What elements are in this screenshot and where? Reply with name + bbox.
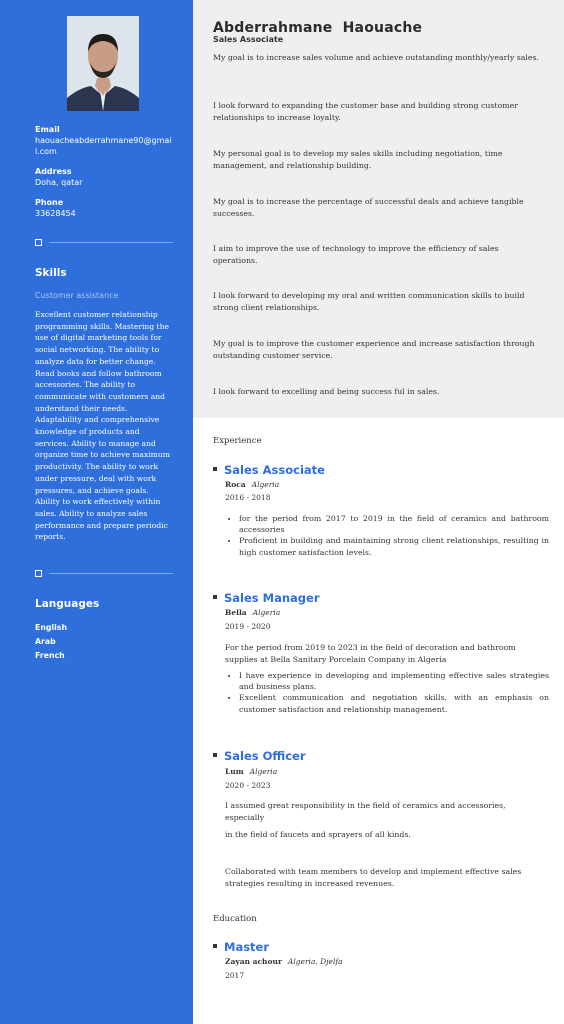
company-name: Lum bbox=[225, 767, 244, 776]
job-bullets bbox=[225, 513, 549, 558]
goal-item: I aim to improve the use of technology to improve the efficiency of sales operations. bbox=[213, 244, 499, 265]
sidebar bbox=[0, 0, 193, 1024]
language-item: English bbox=[35, 623, 67, 632]
divider-square-icon bbox=[35, 570, 42, 577]
job-paragraph: Collaborated with team members to develop and implement effective sales strategies resulting in increased revenues. bbox=[225, 867, 522, 888]
job-dates: 2016 - 2018 bbox=[225, 493, 271, 502]
skills-heading: Skills bbox=[35, 267, 67, 279]
job-title bbox=[213, 591, 320, 605]
phone-label: Phone bbox=[35, 198, 64, 207]
bullet-icon bbox=[213, 467, 217, 471]
job-company bbox=[225, 767, 277, 776]
experience-heading: Experience bbox=[213, 436, 262, 446]
address-value: Doha, qatar bbox=[35, 178, 83, 187]
bullet-icon bbox=[213, 595, 217, 599]
job-company bbox=[225, 608, 280, 617]
language-item: French bbox=[35, 651, 65, 660]
address-label: Address bbox=[35, 167, 72, 176]
goal-item: I look forward to excelling and being success ful in sales. bbox=[213, 387, 440, 396]
profile-photo bbox=[67, 16, 139, 111]
job-paragraph: I assumed great responsibility in the field of ceramics and accessories, especially bbox=[225, 801, 506, 822]
company-location: Algeria bbox=[252, 608, 281, 617]
bullet-icon bbox=[213, 753, 217, 757]
job-title-text: Sales Associate bbox=[224, 463, 325, 477]
email-label: Email bbox=[35, 125, 60, 134]
phone-value: 33628454 bbox=[35, 209, 76, 218]
goal-item: My goal is to improve the customer experience and increase satisfaction through outstanding customer service. bbox=[213, 339, 535, 360]
list-item: • for the period from 2017 to 2019 in the field of ceramics and bathroom accessories bbox=[239, 513, 549, 535]
goal-item: My goal is to increase the percentage of successful deals and achieve tangible successes. bbox=[213, 197, 524, 218]
job-company bbox=[225, 480, 279, 489]
languages-heading: Languages bbox=[35, 598, 100, 610]
company-location: Algeria bbox=[251, 480, 280, 489]
contact-address bbox=[35, 167, 175, 188]
degree-text: Master bbox=[224, 940, 270, 954]
list-item: • Proficient in building and maintaining strong client relationships, resulting in high customer satisfaction levels. bbox=[239, 535, 549, 557]
company-name: Roca bbox=[225, 480, 246, 489]
degree-title bbox=[213, 940, 269, 954]
job-title-text: Sales Manager bbox=[224, 591, 320, 605]
bullet-icon bbox=[213, 944, 217, 948]
goal-item: I look forward to expanding the customer base and building strong customer relationships to increase loyalty. bbox=[213, 101, 518, 122]
contact-email bbox=[35, 125, 175, 157]
language-item: Arab bbox=[35, 637, 56, 646]
candidate-title: Sales Associate bbox=[213, 35, 284, 44]
job-title bbox=[213, 749, 306, 763]
education-heading: Education bbox=[213, 914, 257, 924]
job-intro: For the period from 2019 to 2023 in the field of decoration and bathroom supplies at Bella Sanitary Porcelain Company in Algeria bbox=[225, 643, 516, 664]
list-item: • Excellent communication and negotiation skills, with an emphasis on customer satisfaction and relationship management. bbox=[239, 692, 549, 714]
goal-item: My personal goal is to develop my sales skills including negotiation, time management, and relationship building. bbox=[213, 149, 503, 170]
school-location: Algeria, Djelfa bbox=[287, 957, 343, 966]
job-dates: 2019 - 2020 bbox=[225, 622, 271, 631]
goal-item: I look forward to developing my oral and written communication skills to build strong client relationships. bbox=[213, 291, 525, 312]
job-paragraph: in the field of faucets and sprayers of all kinds. bbox=[225, 830, 411, 839]
job-dates: 2020 - 2023 bbox=[225, 781, 271, 790]
candidate-name: Abderrahmane Haouache bbox=[213, 20, 423, 36]
education-year: 2017 bbox=[225, 971, 245, 980]
skills-text: Excellent customer relationship programming skills. Mastering the use of digital marketing tools for social networking. The ability to analyze data for better change. Read books and follow bathroom accessories. The ability to communicate with customers and understand their needs. Adaptability and comprehensive knowledge of products and services. Ability to manage and organize time to achieve maximum productivity. The ability to work under pressure, deal with work pressures, and achieve goals. Ability to work effectively within sales. Ability to analyze sales performance and prepare periodic reports. bbox=[35, 310, 170, 542]
goal-item: My goal is to increase sales volume and achieve outstanding monthly/yearly sales. bbox=[213, 53, 539, 62]
divider-square-icon bbox=[35, 239, 42, 246]
contact-phone bbox=[35, 198, 175, 219]
company-name: Bella bbox=[225, 608, 247, 617]
job-title bbox=[213, 463, 325, 477]
email-value: haouacheabderrahmane90@gmail.com bbox=[35, 136, 172, 156]
job-bullets bbox=[225, 670, 549, 715]
skills-subtitle: Customer assistance bbox=[35, 291, 119, 300]
sidebar-divider bbox=[35, 239, 173, 247]
job-title-text: Sales Officer bbox=[224, 749, 306, 763]
school-name: Zayan achour bbox=[225, 957, 282, 966]
company-location: Algeria bbox=[249, 767, 278, 776]
sidebar-divider bbox=[35, 570, 173, 578]
education-school bbox=[225, 957, 343, 966]
list-item: • I have experience in developing and implementing effective sales strategies and business plans. bbox=[239, 670, 549, 692]
